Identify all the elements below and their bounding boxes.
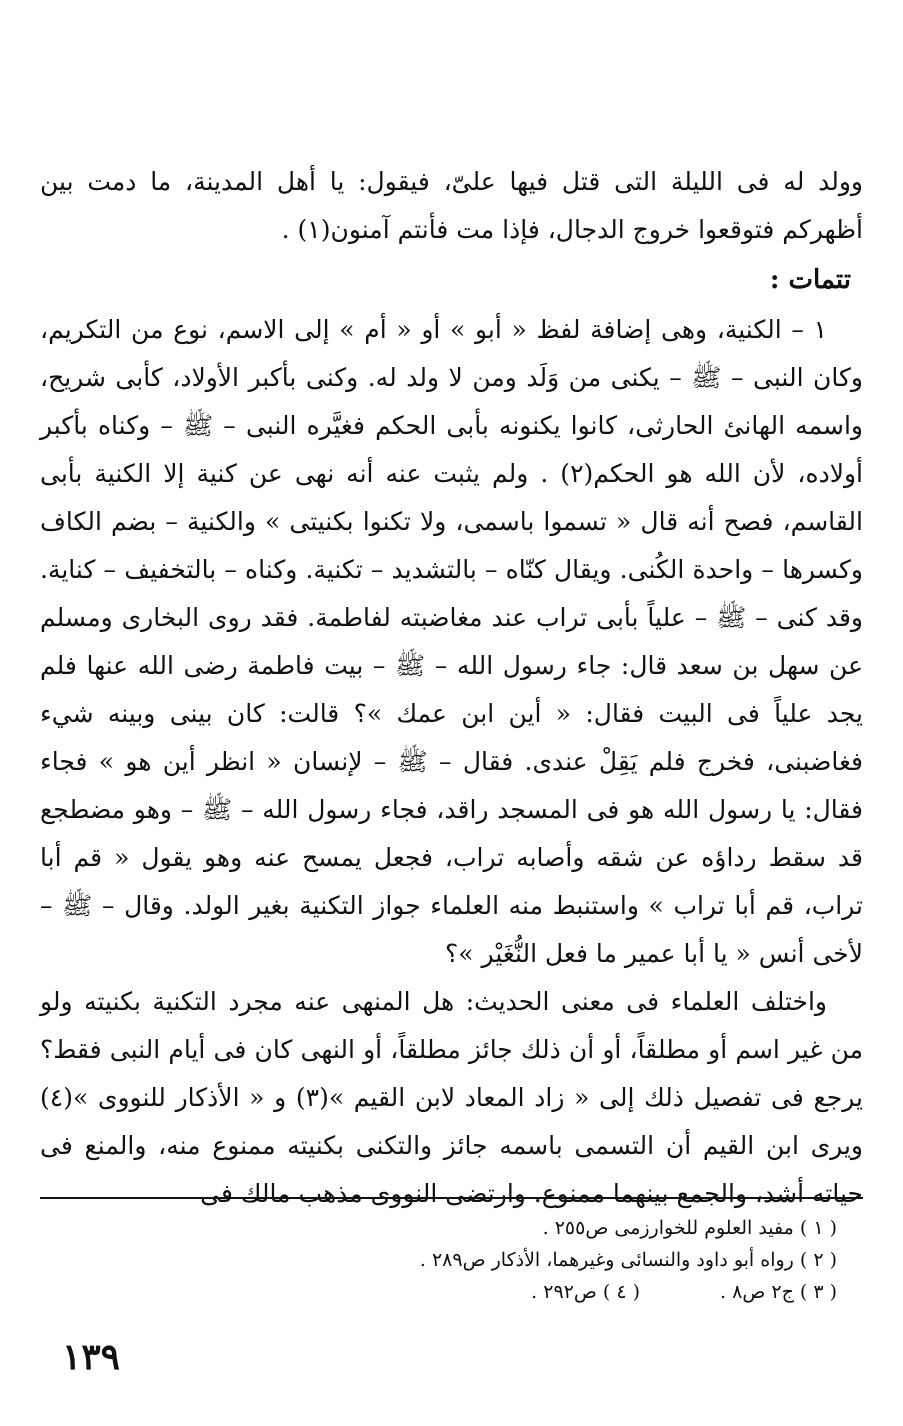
opening-paragraph: وولد له فى الليلة التى قتل فيها علىّ، فيقول: يا أهل المدينة، ما دمت بين أظهركم فتوقعوا خروج الدجال، فإذا مت فأنتم آمنون(١) .: [40, 167, 863, 244]
footnote-1: ( ١ ) مفيد العلوم للخوارزمى ص٢٥٥ .: [542, 1217, 837, 1239]
paragraph-kunya: ١ – الكنية، وهى إضافة لفظ « أبو » أو « أم » إلى الاسم، نوع من التكريم، وكان النبى – ﷺ – يكنى من وَلَد ومن لا ولد له. وكنى بأكبر الأولاد، كأبى شريح، واسمه الهانئ الحارثى، كانوا يكنونه بأبى الحكم فغيَّره النبى – ﷺ – وكناه بأكبر أولاده، لأن الله هو الحكم(٢) . ولم يثبت عنه أنه نهى عن كنية إلا الكنية بأبى القاسم، فصح أنه قال « تسموا باسمى، ولا تكنوا بكنيتى » والكنية – بضم الكاف وكسرها – واحدة الكُنى. ويقال كنّاه – بالتشديد – تكنية. وكناه – بالتخفيف – كناية. وقد كنى – ﷺ – علياً بأبى تراب عند مغاضبته لفاطمة. فقد روى البخارى ومسلم عن سهل بن سعد قال: جاء رسول الله – ﷺ – بيت فاطمة رضى الله عنها فلم يجد علياً فى البيت فقال: « أين ابن عمك »؟ قالت: كان بينى وبينه شيء فغاضبنى، فخرج فلم يَقِلْ عندى. فقال – ﷺ – لإنسان « انظر أين هو » فجاء فقال: يا رسول الله هو فى المسجد راقد، فجاء رسول الله – ﷺ – وهو مضطجع قد سقط رداؤه عن شقه وأصابه تراب، فجعل يمسح عنه وهو يقول « قم أبا تراب، قم أبا تراب » واستنبط منه العلماء جواز التكنية بغير الولد. وقال – ﷺ – لأخى أنس « يا أبا عمير ما فعل النُّغَيْر »؟: [40, 315, 863, 968]
paragraph-scholars-disagreement: واختلف العلماء فى معنى الحديث: هل المنهى عنه مجرد التكنية بكنيته ولو من غير اسم أو مطلقاً، أو أن ذلك جائز مطلقاً، أو النهى كان فى أيام النبى فقط؟ يرجع فى تفصيل ذلك إلى « زاد المعاد لابن القيم »(٣) و « الأذكار للنووى »(٤) ويرى ابن القيم أن التسمى باسمه جائز والتكنى بكنيته ممنوع منه، والمنع فى حياته أشد، والجمع بينهما ممنوع. وارتضى النووى مذهب مالك فى: [40, 987, 863, 1208]
footnote-row: [40, 1276, 837, 1308]
section-heading: تتمات :: [769, 265, 851, 295]
footnotes: [40, 1212, 837, 1308]
footnote-4: ( ٤ ) ص٢٩٢ .: [531, 1281, 641, 1303]
footnote-3: ( ٣ ) ج٢ ص٨ .: [720, 1281, 837, 1303]
page-number: ١٣٩: [62, 1336, 121, 1378]
footnote-divider: [40, 1197, 863, 1199]
page-body: [40, 158, 863, 1218]
footnote-2: ( ٢ ) رواه أبو داود والنسائى وغيرهما، الأذكار ص٢٨٩ .: [419, 1249, 837, 1271]
